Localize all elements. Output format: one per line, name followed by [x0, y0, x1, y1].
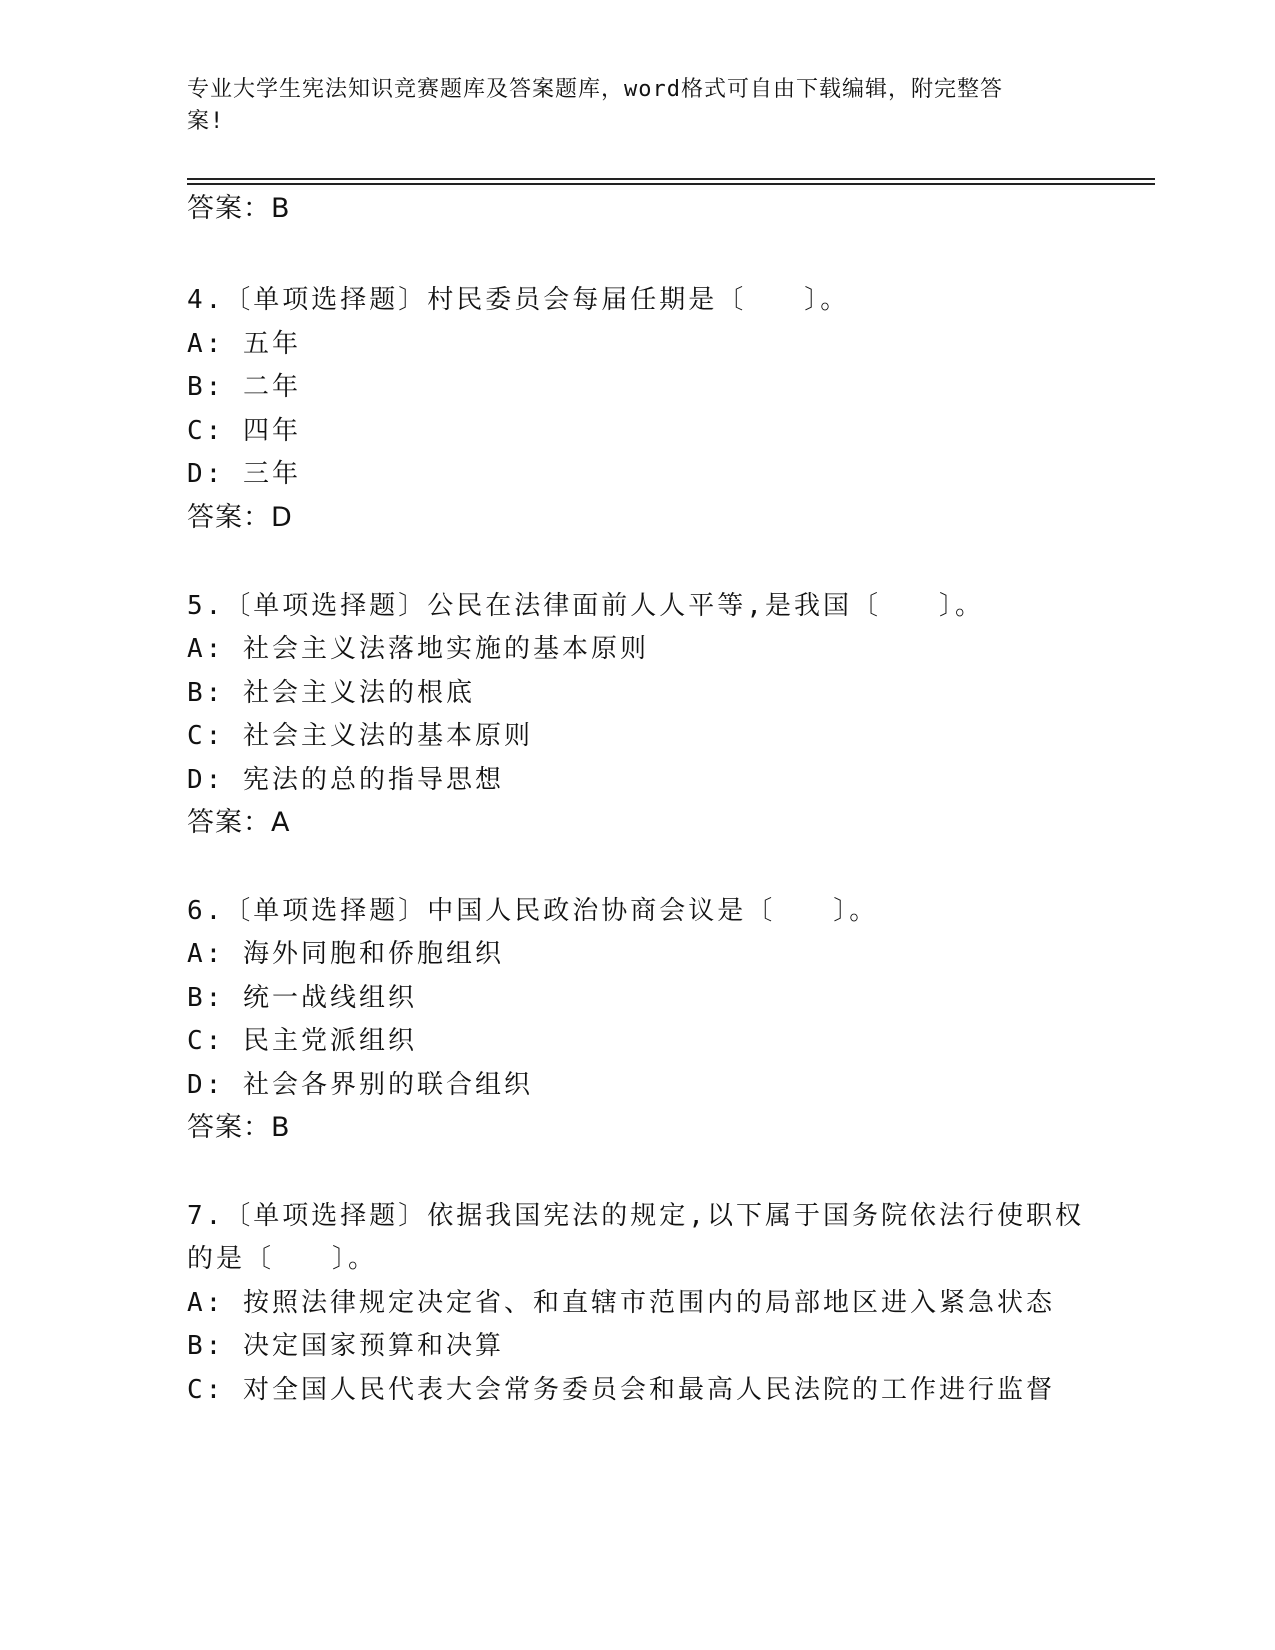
question-5-option-b: B: 社会主义法的根底: [187, 678, 475, 708]
header-divider-bottom: [187, 183, 1155, 185]
question-7-option-b: B: 决定国家预算和决算: [187, 1331, 504, 1361]
header-divider-top: [187, 178, 1155, 180]
question-4-option-d: D: 三年: [187, 459, 301, 489]
header-line-1: 专业大学生宪法知识竞赛题库及答案题库，word格式可自由下载编辑，附完整答: [187, 77, 1003, 102]
question-6-option-d: D: 社会各界别的联合组织: [187, 1070, 533, 1100]
question-5-option-c: C: 社会主义法的基本原则: [187, 721, 533, 751]
question-7-option-c: C: 对全国人民代表大会常务委员会和最高人民法院的工作进行监督: [187, 1375, 1055, 1405]
question-4-stem: 4.〔单项选择题〕村民委员会每届任期是〔 〕。: [187, 285, 850, 315]
header-line-2: 案!: [187, 109, 225, 134]
question-7-stem-line-2: 的是〔 〕。: [187, 1244, 378, 1274]
question-5-option-a: A: 社会主义法落地实施的基本原则: [187, 634, 649, 664]
question-7-option-a: A: 按照法律规定决定省、和直辖市范围内的局部地区进入紧急状态: [187, 1288, 1055, 1318]
question-6-option-a: A: 海外同胞和侨胞组织: [187, 939, 504, 969]
question-5-option-d: D: 宪法的总的指导思想: [187, 765, 504, 795]
question-4-option-a: A: 五年: [187, 329, 301, 359]
question-6-option-c: C: 民主党派组织: [187, 1026, 417, 1056]
question-4-option-b: B: 二年: [187, 372, 301, 402]
document-header: [187, 74, 1067, 138]
answer-previous: 答案：B: [187, 193, 291, 224]
question-6-answer: 答案：B: [187, 1112, 291, 1143]
question-7-stem-line-1: 7.〔单项选择题〕依据我国宪法的规定,以下属于国务院依法行使职权: [187, 1201, 1084, 1231]
question-6-stem: 6.〔单项选择题〕中国人民政治协商会议是〔 〕。: [187, 896, 879, 926]
question-4-option-c: C: 四年: [187, 416, 301, 446]
question-6-option-b: B: 统一战线组织: [187, 983, 417, 1013]
question-5-stem: 5.〔单项选择题〕公民在法律面前人人平等,是我国〔 〕。: [187, 591, 984, 621]
question-5-answer: 答案：A: [187, 807, 291, 838]
question-4-answer: 答案：D: [187, 502, 293, 533]
